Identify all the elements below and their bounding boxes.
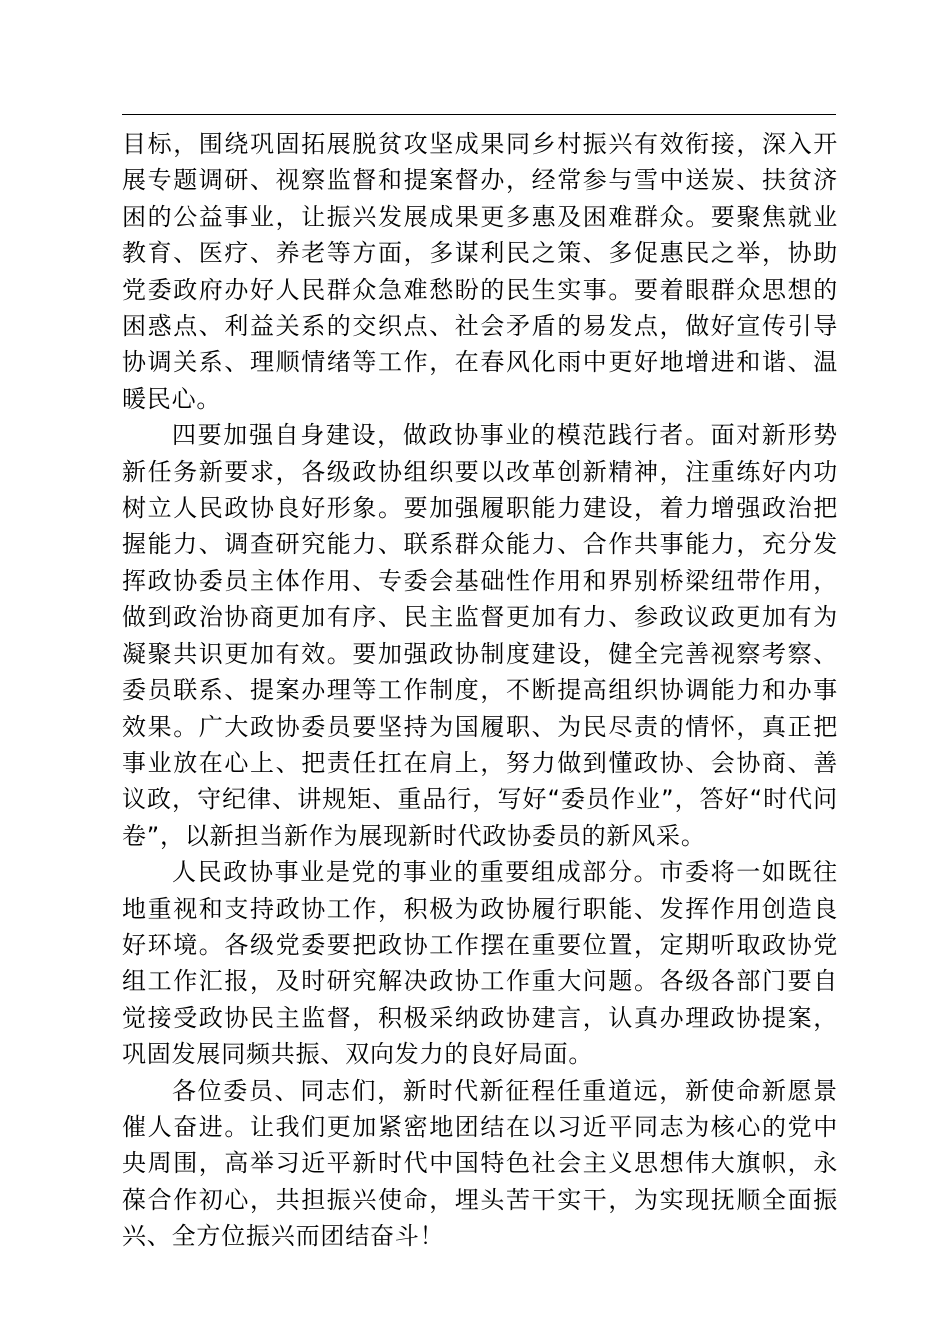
paragraph-self-building: 四要加强自身建设，做政协事业的模范践行者。面对新形势新任务新要求，各级政协组织要以改革创新精神，注重练好内功树立人民政协良好形象。要加强履职能力建设，着力增强政治把握能力、调查研究能力、联系群众能力、合作共事能力，充分发挥政协委员主体作用、专委会基础性作用和界别桥梁纽带作用，做到政治协商更加有序、民主监督更加有力、参政议政更加有为凝聚共识更加有效。要加强政协制度建设，健全完善视察考察、委员联系、提案办理等工作制度，不断提高组织协调能力和办事效果。广大政协委员要坚持为国履职、为民尽责的情怀，真正把事业放在心上、把责任扛在肩上，努力做到懂政协、会协商、善议政，守纪律、讲规矩、重品行，写好“委员作业”，答好“时代问卷”，以新担当新作为展现新时代政协委员的新风采。 — [122, 421, 838, 850]
paragraph-party-support: 人民政协事业是党的事业的重要组成部分。市委将一如既往地重视和支持政协工作，积极为政协履行职能、发挥作用创造良好环境。各级党委要把政协工作摆在重要位置，定期听取政协党组工作汇报，及时研究解决政协工作重大问题。各级各部门要自觉接受政协民主监督，积极采纳政协建言，认真办理政协提案，巩固发展同频共振、双向发力的良好局面。 — [122, 858, 838, 1069]
header-rule — [122, 114, 836, 115]
paragraph-closing: 各位委员、同志们，新时代新征程任重道远，新使命新愿景催人奋进。让我们更加紧密地团结在以习近平同志为核心的党中央周围，高举习近平新时代中国特色社会主义思想伟大旗帜，永葆合作初心，共担振兴使命，埋头苦干实干，为实现抚顺全面振兴、全方位振兴而团结奋斗！ — [122, 1076, 838, 1251]
paragraph-continuation: 目标，围绕巩固拓展脱贫攻坚成果同乡村振兴有效衔接，深入开展专题调研、视察监督和提案督办，经常参与雪中送炭、扶贫济困的公益事业，让振兴发展成果更多惠及困难群众。要聚焦就业教育、医疗、养老等方面，多谋利民之策、多促惠民之举，协助党委政府办好人民群众急难愁盼的民生实事。要着眼群众思想的困惑点、利益关系的交织点、社会矛盾的易发点，做好宣传引导协调关系、理顺情绪等工作，在春风化雨中更好地增进和谐、温暖民心。 — [122, 130, 838, 413]
document-body — [122, 126, 838, 1255]
